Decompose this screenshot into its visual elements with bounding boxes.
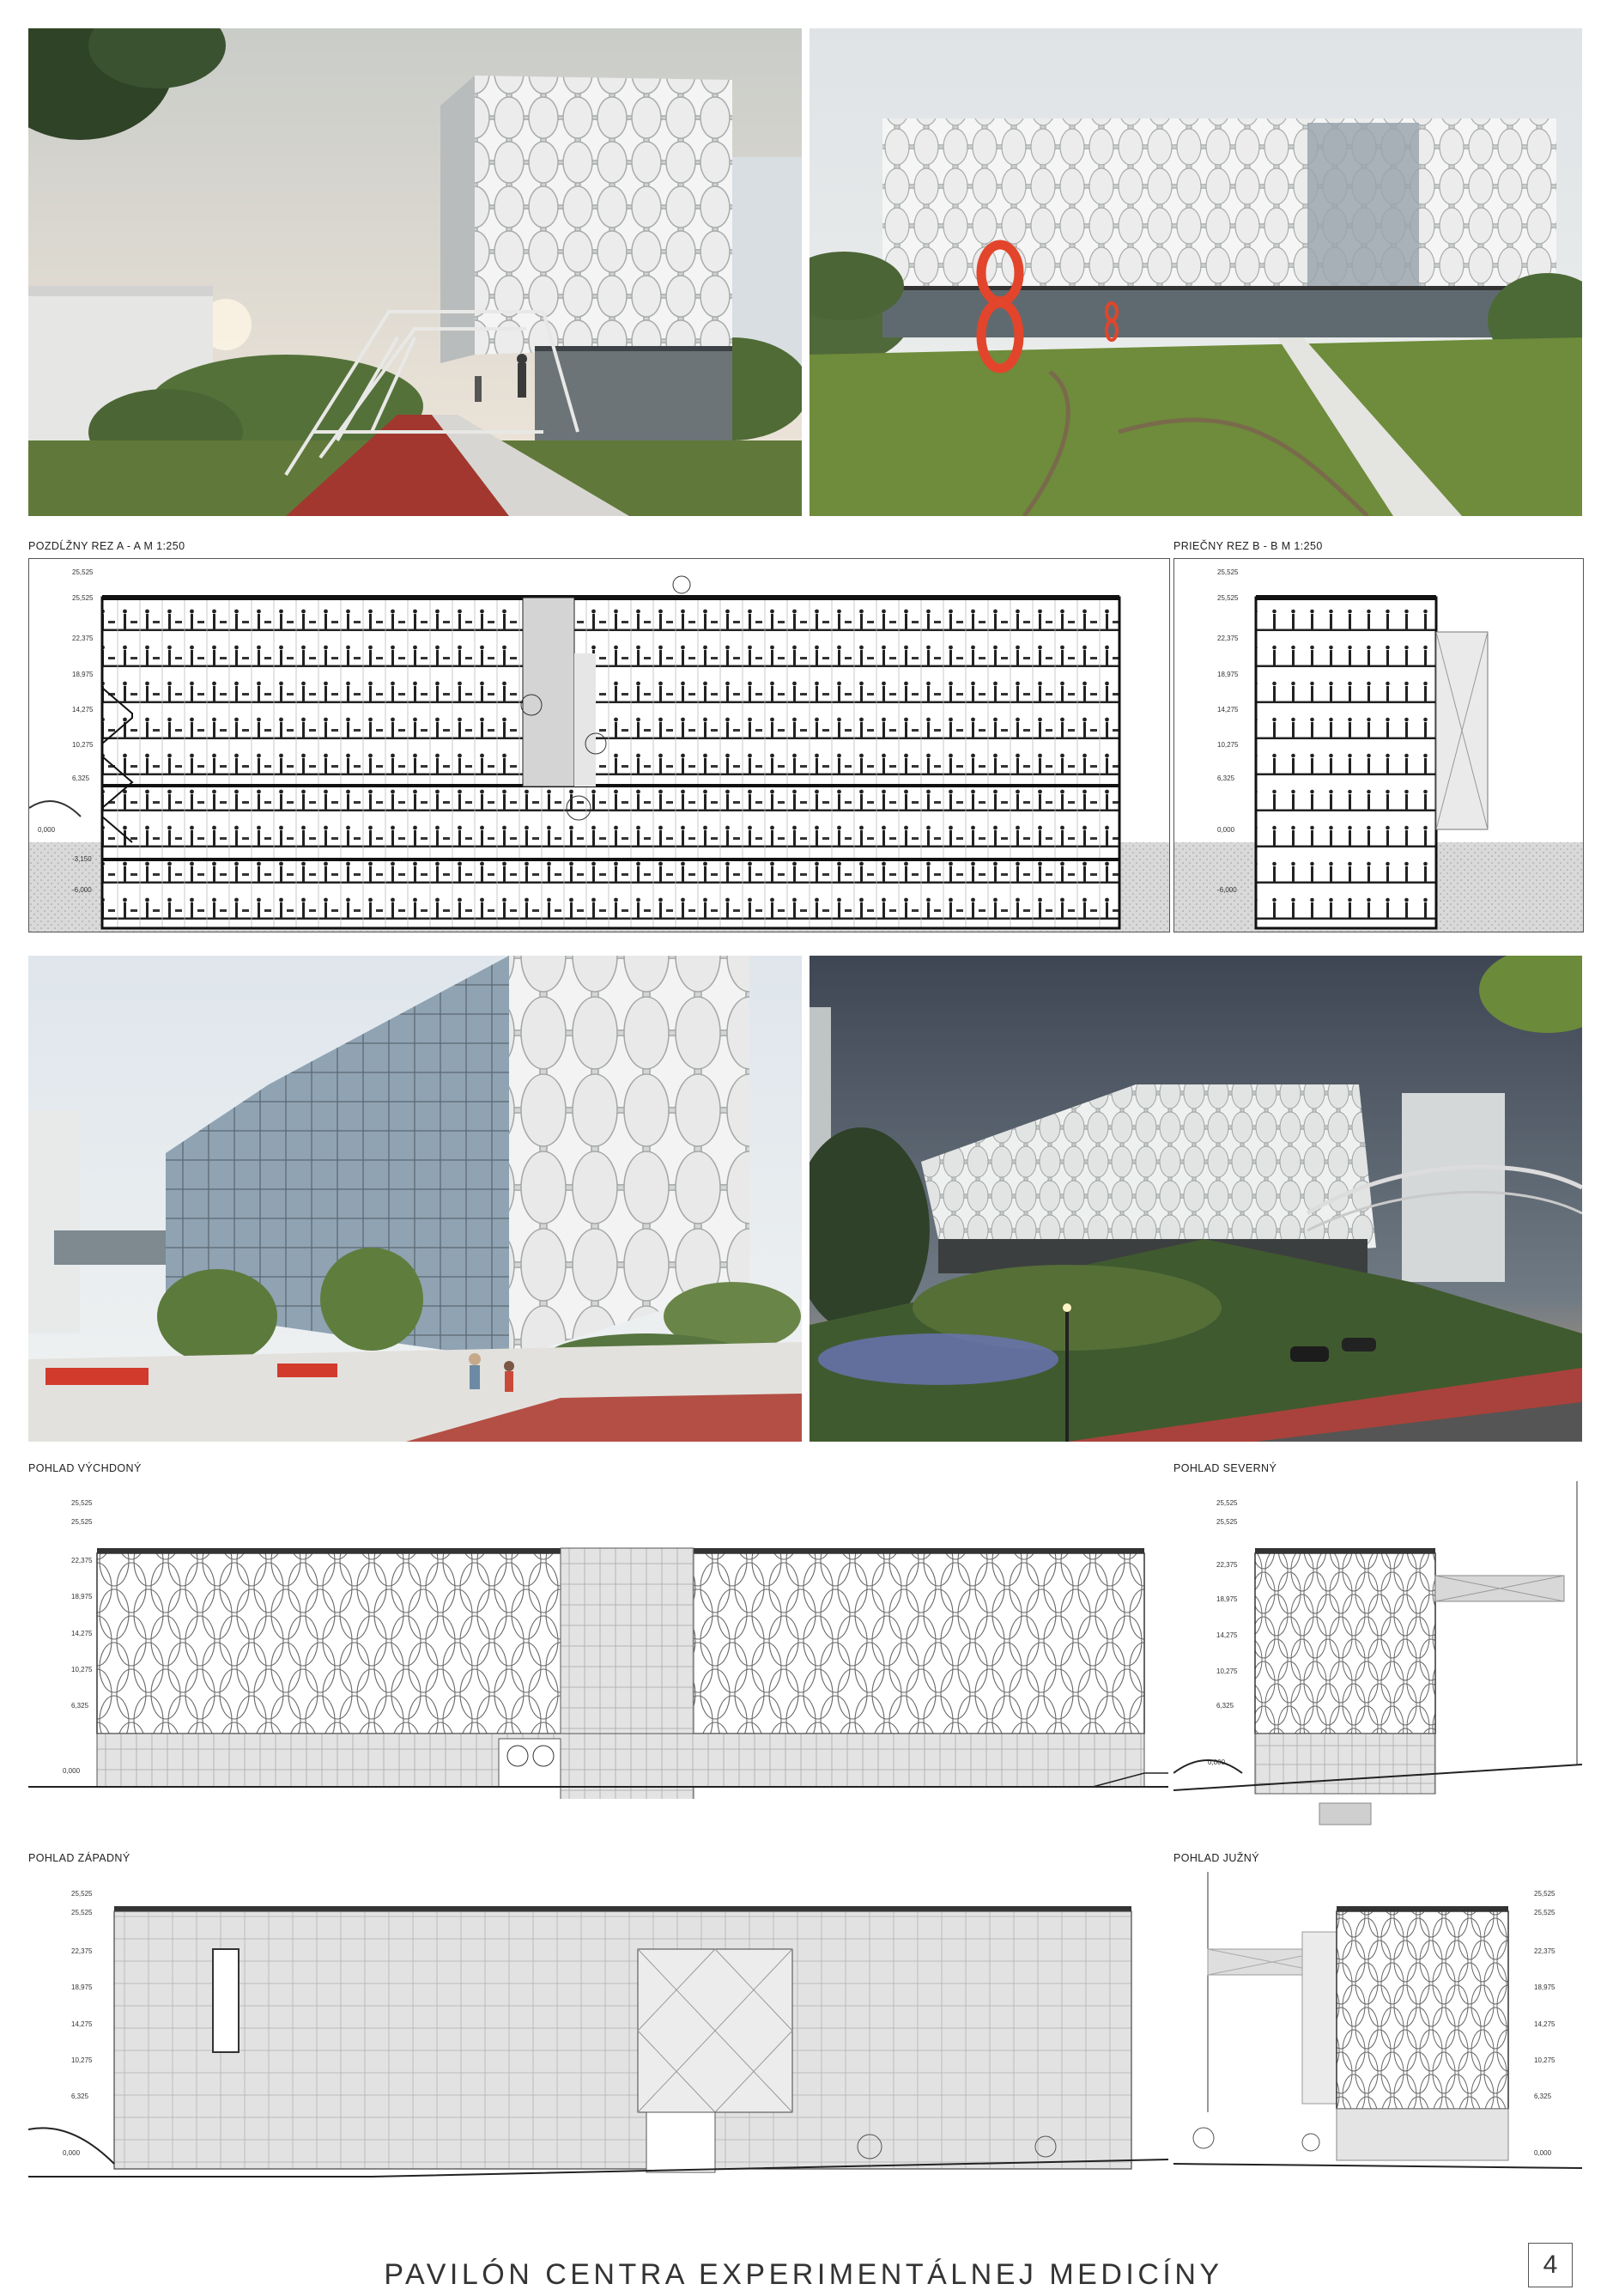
svg-text:14,275: 14,275: [1216, 1631, 1238, 1639]
svg-text:0,000: 0,000: [63, 1767, 81, 1775]
svg-text:6,325: 6,325: [1534, 2093, 1552, 2100]
svg-text:0,000: 0,000: [38, 826, 56, 834]
svg-text:25,525: 25,525: [1217, 568, 1239, 576]
svg-text:14,275: 14,275: [1534, 2020, 1555, 2028]
drawing-section-aa: [28, 558, 1170, 932]
label-section-aa: POZDĹŽNY REZ A - A M 1:250: [28, 540, 185, 552]
svg-text:10,275: 10,275: [1216, 1667, 1238, 1675]
svg-text:0,000: 0,000: [1534, 2149, 1552, 2157]
svg-text:10,275: 10,275: [71, 1666, 93, 1673]
label-elevation-north: POHLAD SEVERNÝ: [1173, 1462, 1277, 1474]
svg-text:10,275: 10,275: [1217, 741, 1239, 749]
svg-text:25,525: 25,525: [1217, 594, 1239, 602]
svg-text:22,375: 22,375: [1216, 1561, 1238, 1569]
svg-text:25,525: 25,525: [72, 568, 94, 576]
svg-text:-6,000: -6,000: [1217, 886, 1237, 894]
svg-text:6,325: 6,325: [72, 774, 90, 782]
svg-text:25,525: 25,525: [1216, 1499, 1238, 1507]
svg-text:14,275: 14,275: [71, 1630, 93, 1637]
svg-text:10,275: 10,275: [71, 2056, 93, 2064]
label-elevation-east: POHLAD VÝCHDONÝ: [28, 1462, 142, 1474]
drawing-elevation-south: [1173, 1872, 1582, 2198]
svg-text:22,375: 22,375: [71, 1557, 93, 1564]
svg-text:6,325: 6,325: [71, 2093, 89, 2100]
render-courtyard-view: [28, 956, 802, 1442]
drawing-elevation-north: [1173, 1481, 1582, 1842]
svg-text:18,975: 18,975: [71, 1983, 93, 1991]
svg-text:0,000: 0,000: [63, 2149, 81, 2157]
svg-text:25,525: 25,525: [1534, 1890, 1555, 1898]
render-park-sculpture-view: [810, 28, 1582, 516]
svg-text:18,975: 18,975: [1534, 1983, 1555, 1991]
svg-text:0,000: 0,000: [1217, 826, 1235, 834]
svg-text:6,325: 6,325: [1217, 774, 1235, 782]
svg-text:25,525: 25,525: [71, 1890, 93, 1898]
svg-text:22,375: 22,375: [1217, 635, 1239, 642]
svg-text:18,975: 18,975: [1216, 1595, 1238, 1603]
svg-text:-3,150: -3,150: [72, 855, 92, 863]
svg-text:25,525: 25,525: [72, 594, 94, 602]
svg-text:25,525: 25,525: [1216, 1518, 1238, 1526]
label-elevation-south: POHLAD JUŽNÝ: [1173, 1852, 1259, 1864]
svg-text:6,325: 6,325: [1216, 1702, 1234, 1710]
svg-text:6,325: 6,325: [71, 1702, 89, 1710]
drawing-elevation-west: [28, 1872, 1168, 2198]
svg-text:18,975: 18,975: [71, 1593, 93, 1601]
svg-text:22,375: 22,375: [71, 1947, 93, 1955]
page-title: PAVILÓN CENTRA EXPERIMENTÁLNEJ MEDICÍNY: [384, 2258, 1223, 2291]
svg-text:22,375: 22,375: [72, 635, 94, 642]
render-dusk-view: [810, 956, 1582, 1442]
drawing-elevation-east: [28, 1481, 1168, 1799]
svg-text:25,525: 25,525: [1534, 1909, 1555, 1916]
page-number: 4: [1528, 2243, 1573, 2287]
drawing-section-bb: [1173, 558, 1584, 932]
render-bridge-view: [28, 28, 802, 516]
svg-text:25,525: 25,525: [71, 1909, 93, 1916]
label-section-bb: PRIEČNY REZ B - B M 1:250: [1173, 540, 1323, 552]
svg-text:-6,000: -6,000: [72, 886, 92, 894]
svg-text:18,975: 18,975: [72, 671, 94, 678]
svg-text:25,525: 25,525: [71, 1499, 93, 1507]
svg-text:18,975: 18,975: [1217, 671, 1239, 678]
svg-text:10,275: 10,275: [1534, 2056, 1555, 2064]
label-elevation-west: POHLAD ZÁPADNÝ: [28, 1852, 130, 1864]
svg-text:25,525: 25,525: [71, 1518, 93, 1526]
svg-text:0,000: 0,000: [1208, 1758, 1226, 1766]
svg-text:14,275: 14,275: [71, 2020, 93, 2028]
svg-text:10,275: 10,275: [72, 741, 94, 749]
svg-text:14,275: 14,275: [72, 706, 94, 714]
svg-text:22,375: 22,375: [1534, 1947, 1555, 1955]
svg-text:14,275: 14,275: [1217, 706, 1239, 714]
